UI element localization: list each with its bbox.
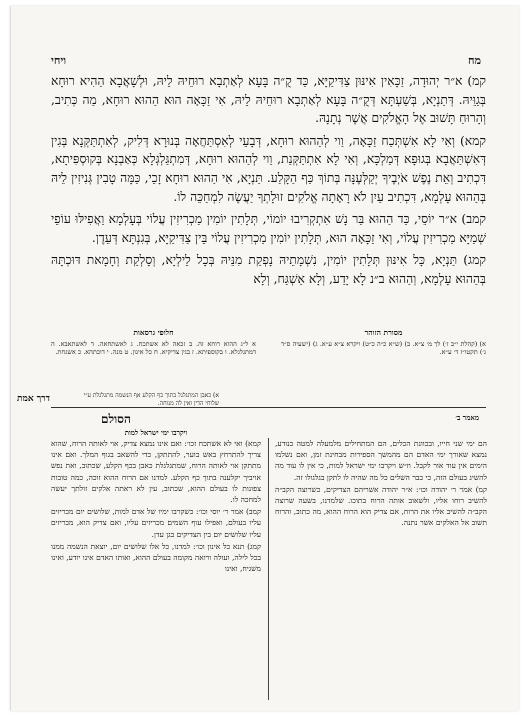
- paragraph-140: קמ) א״ר יְהוּדָה, זַכָּאִין אִינּוּן צַדִּיקַיָּא, כַּד קֻ״ה בָּעָא לְאַתְבָא רוּחֵיהּ לֵיהּ, וּלְשָׁאֲבָא הַהִיא רוּחָא בְּגַוֵּיהּ. דְּתַנְיָא, בְּשַׁעְתָּא דְּקֻ״ה בָּעָא לְאַתְבָא רוּחֵיהּ לֵיהּ, אִי זַכָּאָה הוּא הַהוּא רוּחָא, מַה כְּתִיב, וְהָרוּחַ תָּשׁוּב אֶל הָאֱלֹקִים אֲשֶׁר נְתָנָהּ.: [51, 74, 486, 126]
- page-number: מח: [467, 54, 481, 67]
- hilufei-title: חלופי גרסאות: [133, 328, 174, 337]
- column-divider: [268, 438, 269, 700]
- mesorah-column: [281, 329, 486, 357]
- sulam-paragraph: קמ) אמר ר׳ יהודה וכו׳: א״ר יהודה אשריהם הצדיקים, כשרוצה הקב״ה להשיב רוחו אליו, ולשאוב אותה הרוח בתוכו. שלמדנו, בשעה שרוצה הקב״ה להשיב אליו את הרוח, אם צדיק הוא הרוח ההוא, מה כתוב, והרוח תשוב אל האלקים אשר נתנה.: [275, 484, 487, 528]
- section-divider: [51, 407, 486, 408]
- hilufei-text: א ל״ג ההוא רוחא זה. ב זכאה לא אשתכח. ג לאשתחאה. ד לאשתאבא. ה דמתגלגלא. ו בקוספיתא. ז בגין צדיקיא. ח כל אינון. ט מנה. י דוכתהא. כ אשגחת.: [51, 339, 256, 356]
- book-page: [10, 6, 519, 711]
- sulam-title: הסולם: [101, 412, 131, 426]
- parasha-name: ויחי: [51, 54, 67, 67]
- sulam-paragraph: הם ימי שני חייו, ובכוונת הכלים, הם המתחילים מלמעלה למטה כנודע, נמצא שאורך ימי האדם הם מהמשך הספירות מבחינת זמן, ואם נשלמו הימים אין עוד אור לקבל. וז״ש ויקרבו ימי ישראל למות, כי אין לו עוד מה להשיג בעולם הזה, כי כבר השלים כל מה שהיה לו לתקן בגלגולו זה.: [275, 439, 487, 482]
- zohar-main-text: [51, 72, 486, 293]
- maamar-label: מאמר ב׳: [455, 413, 479, 422]
- paragraph-143: קמג) תַּנְיָא, כָּל אִינּוּן תְּלָתִין יוֹמִין, נִשְׁמָתֵיהּ נָפְקַת מִנֵּיהּ בְּכָל לֵילְיָא, וְסָלְקַת וְחָמָאת דּוּכְתָּהּ בְּהַהוּא עָלְמָא, וְהַהוּא ב״נ לָא יָדַע, וְלָא אַשְׁגַּח, וְלָא: [51, 253, 486, 286]
- derech-emet-label: דרך אמת: [17, 394, 50, 404]
- paragraph-141: קמא) וְאִי לָא אִשְׁתְּכַח זַכָּאָה, וַוי לְהַהוּא רוּחָא, דְּבָעֵי לְאִסְתַּחֲאָה בְּנוּרָא דְּלִיק, לְאִתְתַּקְּנָא בְּגִין דְּאִשְׁתַּאֲבָא בְּגוּפָא דְּמַלְכָּא, וְאִי לָא אִתְתַּקְּנַת, וַוי לְהַהוּא רוּחָא, דְּמִתְגַּלְגְּלָא כְּאַבְנָא בְּקוּסְפִּיתָא, דִּכְתִיב וְאֵת נֶפֶשׁ אֹיְבֶיךָ יְקַלְּעֶנָּה בְּתוֹךְ כַּף הַקָּלַע. תַּנְיָא, אִי הַהוּא רוּחָא זָכֵי, כַּמָּה טָבִין גְּנִיזִין לֵיהּ בְּהַהוּא עָלְמָא, דִּכְתִיב עַיִן לֹא רָאָתָה אֱלֹקִים זוּלָתְךָ יַעֲשֶׂה לִמְחַכֵּה לוֹ.: [51, 133, 486, 204]
- footnotes: [51, 329, 486, 399]
- sulam-paragraph: קמב) אמר ר׳ יוסי וכו׳: כשקרבו ימיו של אדם למות, שלושים יום מכריזים עליו בעולם, ואפילו עוף השמים מכריזים עליו, ואם צדיק הוא, מכריזים עליו שלושים יום בין הצדיקים בגן עדן.: [51, 507, 261, 539]
- sulam-paragraph: קמא) ואי לא אשתכח זכו׳: ואם אינו נמצא צדיק, אוי לאותה הרוח, שהוא צריך להתרחץ באש בוער, להתתקן, כדי להשאב בגוף המלך. ואם אינו מתתקן אוי לאותה הרוח, שמתגלגלת כאבן בכף הקלע, שכתוב, ואת נפש אויביך יקלענה בתוך כף הקלע. למדנו אם הרוח ההוא זוכה, כמה טובות צפונות לו בעולם ההוא, שכתוב, עין לא ראתה אלקים זולתך יעשה למחכה לו.: [51, 439, 261, 505]
- paragraph-142: קמב) א״ר יוֹסֵי, כַּד הַהוּא בַּר נָשׁ אִתְקְרִיבוּ יוֹמוֹי, תְּלָתִין יוֹמִין מַכְרִיזִין עֲלוֹי בְּעָלְמָא וַאֲפִילּוּ עוֹפֵי שְׁמַיָּא מַכְרִיזִין עֲלוֹי, וְאִי זַכָּאָה הוּא, תְּלָתִין יוֹמִין מַכְרִיזִין עֲלוֹי בֵּין צַדִּיקַיָּא, בְּגִנְתָּא דְּעֵדֶן.: [51, 212, 486, 245]
- mesorah-text: א) (קהלת י״ב ז׳) לך מ׳ צ״א. ב) (ש״א כ״ה כ״ט) ויקרא צ״א ע״א. ג) (ישעיה ס״ד ג׳) תקטו״ז ד׳ ע״א.: [281, 339, 486, 356]
- hilufei-column: [51, 329, 256, 357]
- sulam-right-column: [275, 438, 487, 706]
- derech-emet-note: א) כאבן המתגלגל בתוך כף הקלע אף הנשמה מתגלגלת ע״י שלוחי הדין ואין לה מנוחה.: [83, 392, 219, 407]
- sulam-left-column: [51, 438, 261, 706]
- section-subheading: ויקרבו ימי ישראל למות: [124, 428, 188, 437]
- mesorah-title: מסורת הזוהר: [364, 328, 403, 337]
- sulam-paragraph: קמג) תנא כל אינון וכו׳: למדנו, כל אלו שלושים יום, יוצאת הנשמה ממנו בכל לילה, ועולה ורואה מקומה בעולם ההוא, ואותו האדם אינו יודע, ואינו משגיח, ואינו: [51, 541, 261, 574]
